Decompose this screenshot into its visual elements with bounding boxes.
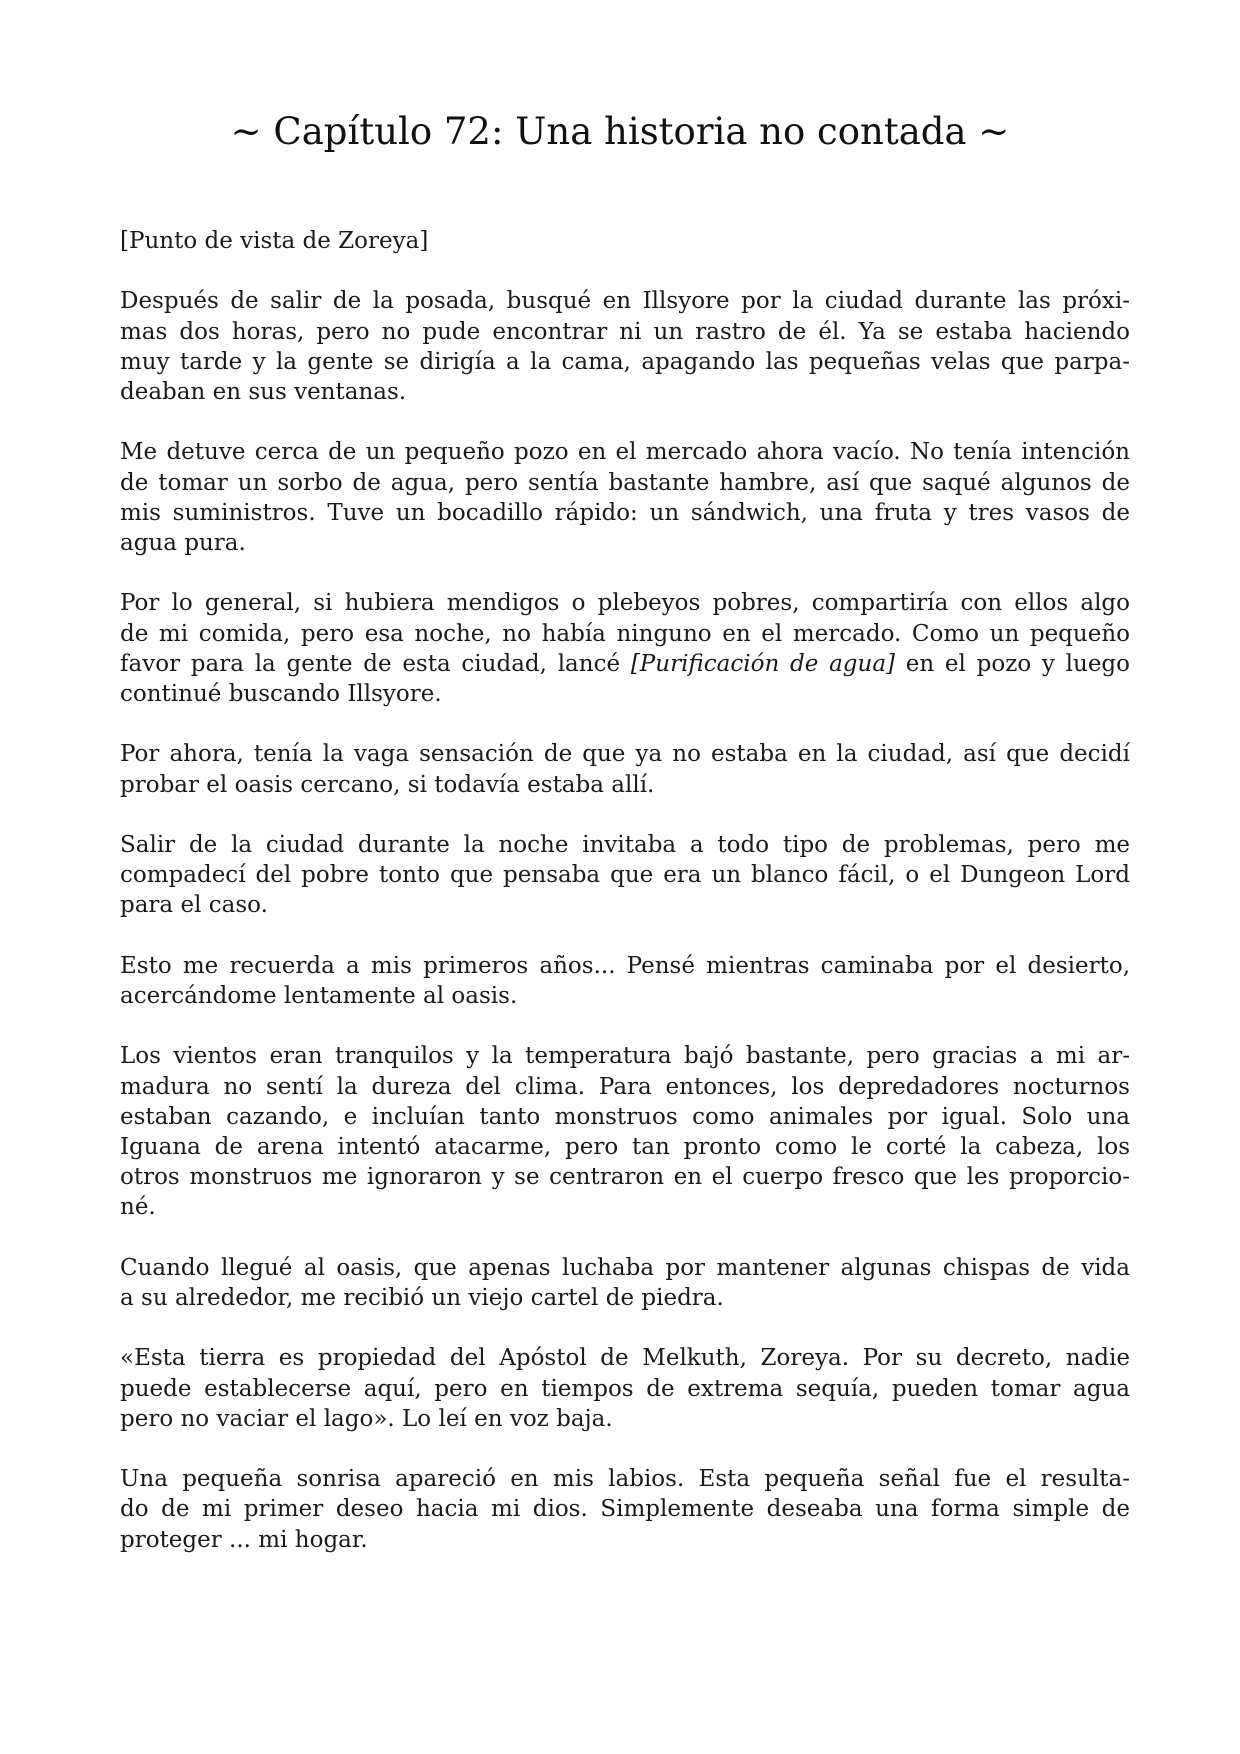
spell-name: [Purificación de agua] xyxy=(630,650,896,677)
text-line: continué buscando Illsyore. xyxy=(120,681,442,707)
spell-line-after: en el pozo y luego xyxy=(895,650,1130,677)
paragraph-oasis-idea xyxy=(120,739,1130,799)
text-line: agua pura. xyxy=(120,530,246,556)
text-line: acercándome lentamente al oasis. xyxy=(120,982,518,1009)
text-line: puede establecerse aquí, pero en tiempos de extrema sequía, pueden tomar agua xyxy=(120,1375,1130,1402)
paragraph-smile xyxy=(120,1464,1130,1555)
paragraph-search-city xyxy=(120,286,1130,407)
text-line: deaban en sus ventanas. xyxy=(120,379,407,405)
text-line: mas dos horas, pero no pude encontrar ni un rastro de él. Ya se estaba haciendo xyxy=(120,318,1130,345)
text-line: probar el oasis cercano, si todavía estaba allí. xyxy=(120,771,655,798)
text-line: Los vientos eran tranquilos y la temperatura bajó bastante, pero gracias a mi ar- xyxy=(120,1043,1130,1070)
text-line: compadecí del pobre tonto que pensaba que era un blanco fácil, o el Dungeon Lord xyxy=(120,862,1130,889)
text-line: otros monstruos me ignoraron y se centraron en el cuerpo fresco que les proporcio- xyxy=(120,1164,1130,1191)
paragraph-memories xyxy=(120,951,1130,1011)
paragraph-purification xyxy=(120,588,1130,709)
text-line: «Esta tierra es propiedad del Apóstol de Melkuth, Zoreya. Por su decreto, nadie xyxy=(120,1345,1130,1372)
text-line: Por lo general, si hubiera mendigos o plebeyos pobres, compartiría con ellos algo xyxy=(120,590,1130,617)
text-line: Después de salir de la posada, busqué en Illsyore por la ciudad durante las próxi- xyxy=(120,288,1130,315)
text-line: [Punto de vista de Zoreya] xyxy=(120,228,429,254)
text-line: a su alrededor, me recibió un viejo cartel de piedra. xyxy=(120,1284,724,1311)
text-line: madura no sentí la dureza del clima. Para entonces, los depredadores nocturnos xyxy=(120,1073,1130,1100)
paragraph-arrival xyxy=(120,1253,1130,1313)
chapter-title: ~ Capítulo 72: Una historia no contada ~ xyxy=(230,110,1010,153)
text-line: do de mi primer deseo hacia mi dios. Simplemente deseaba una forma simple de xyxy=(120,1496,1130,1523)
text-line: de tomar un sorbo de agua, pero sentía bastante hambre, así que saqué algunos de xyxy=(120,469,1130,496)
text-line: pero no vaciar el lago». Lo leí en voz baja. xyxy=(120,1405,613,1432)
chapter-body xyxy=(120,226,1130,1585)
text-line: né. xyxy=(120,1194,156,1221)
text-line-spell xyxy=(120,649,1130,679)
text-line: Me detuve cerca de un pequeño pozo en el mercado ahora vacío. No tenía intención xyxy=(120,439,1130,466)
text-line: Salir de la ciudad durante la noche invitaba a todo tipo de problemas, pero me xyxy=(120,831,1130,858)
text-line: para el caso. xyxy=(120,892,268,919)
paragraph-well xyxy=(120,437,1130,558)
paragraph-sign xyxy=(120,1343,1130,1434)
text-line: estaban cazando, e incluían tanto monstruos como animales por igual. Solo una xyxy=(120,1103,1130,1130)
paragraph-night xyxy=(120,830,1130,921)
text-line: Iguana de arena intentó atacarme, pero tan pronto como le corté la cabeza, los xyxy=(120,1133,1130,1160)
text-line: proteger ... mi hogar. xyxy=(120,1526,368,1553)
text-line: Por ahora, tenía la vaga sensación de que ya no estaba en la ciudad, así que decidí xyxy=(120,741,1130,768)
text-line: Cuando llegué al oasis, que apenas luchaba por mantener algunas chispas de vida xyxy=(120,1254,1130,1281)
paragraph-pov xyxy=(120,226,1130,256)
paragraph-desert xyxy=(120,1041,1130,1222)
spell-line-before: favor para la gente de esta ciudad, lancé xyxy=(120,650,631,677)
text-line: de mi comida, pero esa noche, no había ninguno en el mercado. Como un pequeño xyxy=(120,620,1130,647)
text-line: Una pequeña sonrisa apareció en mis labios. Esta pequeña señal fue el resulta- xyxy=(120,1466,1130,1493)
text-line: Esto me recuerda a mis primeros años... Pensé mientras caminaba por el desierto, xyxy=(120,952,1130,979)
text-line: muy tarde y la gente se dirigía a la cama, apagando las pequeñas velas que parpa- xyxy=(120,348,1130,375)
text-line: mis suministros. Tuve un bocadillo rápido: un sándwich, una fruta y tres vasos de xyxy=(120,499,1130,526)
